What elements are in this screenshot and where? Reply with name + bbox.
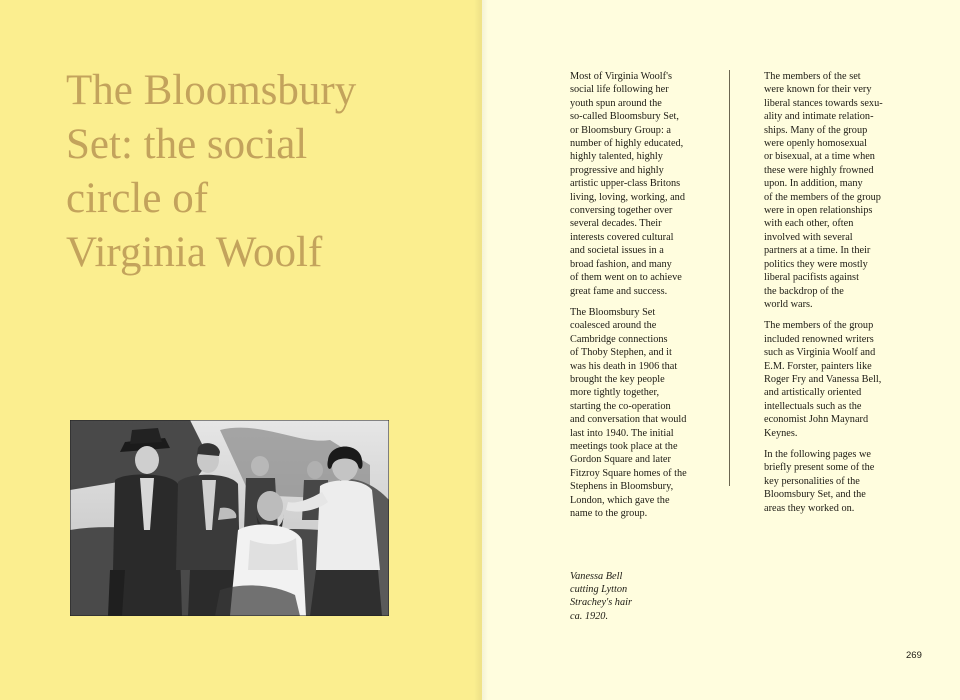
page-number: 269: [906, 650, 922, 661]
caption-line: Vanessa Bell: [570, 571, 623, 582]
paragraph: [764, 448, 924, 515]
paragraph: [764, 319, 924, 440]
text-line: progressive and highly: [570, 164, 664, 176]
paragraph: [764, 70, 924, 311]
text-line: Keynes.: [764, 427, 798, 439]
text-line: were openly homosexual: [764, 138, 867, 150]
text-line: brought the key people: [570, 373, 665, 385]
book-gutter: [474, 0, 488, 700]
text-line: of Thoby Stephen, and it: [570, 347, 672, 359]
body-column-1: [570, 70, 730, 528]
caption-line: ca. 1920.: [570, 610, 609, 622]
caption-line: cutting Lytton: [570, 584, 628, 596]
paragraph: [570, 306, 730, 521]
text-line: with each other, often: [764, 218, 854, 230]
title-line: Virginia Woolf: [66, 229, 323, 276]
text-line: great fame and success.: [570, 285, 668, 297]
text-line: Fitzroy Square homes of the: [570, 467, 687, 479]
text-line: or bisexual, at a time when: [764, 151, 875, 163]
text-line: Most of Virginia Woolf's: [570, 71, 672, 82]
text-line: intellectuals such as the: [764, 400, 862, 412]
text-line: world wars.: [764, 298, 813, 310]
text-line: these were highly frowned: [764, 164, 874, 176]
text-line: more tightly together,: [570, 387, 660, 399]
title-line: Set: the social: [66, 121, 308, 168]
text-line: youth spun around the: [570, 97, 662, 109]
text-line: economist John Maynard: [764, 414, 869, 426]
text-line: briefly present some of the: [764, 462, 875, 474]
text-line: was his death in 1906 that: [570, 360, 678, 372]
text-line: and conversation that would: [570, 414, 687, 426]
text-line: included renowned writers: [764, 333, 874, 345]
text-line: The members of the group: [764, 320, 874, 332]
text-line: Bloomsbury Set, and the: [764, 489, 866, 501]
text-line: or Bloomsbury Group: a: [570, 124, 671, 136]
text-line: last into 1940. The initial: [570, 427, 674, 439]
text-line: and societal issues in a: [570, 245, 664, 257]
historical-photo: [70, 420, 389, 616]
text-line: involved with several: [764, 231, 853, 243]
text-line: liberal stances towards sexu-: [764, 97, 883, 109]
text-line: ality and intimate relation-: [764, 111, 874, 123]
text-line: interests covered cultural: [570, 231, 674, 243]
text-line: several decades. Their: [570, 218, 662, 230]
photo-caption: [570, 570, 690, 623]
text-line: In the following pages we: [764, 448, 871, 460]
text-line: living, loving, working, and: [570, 191, 685, 203]
text-line: partners at a time. In their: [764, 245, 871, 257]
body-column-2: [764, 70, 924, 523]
caption-line: Strachey's hair: [570, 597, 632, 609]
text-line: number of highly educated,: [570, 138, 684, 150]
text-line: key personalities of the: [764, 475, 860, 487]
text-line: upon. In addition, many: [764, 178, 863, 190]
text-line: politics they were mostly: [764, 258, 868, 270]
text-line: social life following her: [570, 84, 669, 96]
text-line: ships. Many of the group: [764, 124, 868, 136]
text-line: Roger Fry and Vanessa Bell,: [764, 373, 882, 385]
text-line: The Bloomsbury Set: [570, 306, 656, 318]
text-line: areas they worked on.: [764, 502, 855, 514]
page-title: [66, 64, 426, 280]
text-line: and artistically oriented: [764, 387, 862, 399]
column-divider: [729, 70, 730, 486]
paragraph: [570, 70, 730, 298]
text-line: were known for their very: [764, 84, 872, 96]
text-line: liberal pacifists against: [764, 272, 859, 284]
text-line: the backdrop of the: [764, 285, 844, 297]
title-line: The Bloomsbury: [66, 67, 357, 114]
text-line: were in open relationships: [764, 205, 873, 217]
text-line: name to the group.: [570, 508, 648, 519]
text-line: Gordon Square and later: [570, 454, 671, 466]
text-line: so-called Bloomsbury Set,: [570, 111, 679, 123]
text-line: Cambridge connections: [570, 333, 668, 345]
text-line: E.M. Forster, painters like: [764, 360, 872, 372]
text-line: starting the co-operation: [570, 400, 671, 412]
text-line: Stephens in Bloomsbury,: [570, 481, 674, 493]
text-line: meetings took place at the: [570, 440, 678, 452]
title-line: circle of: [66, 175, 209, 222]
text-line: London, which gave the: [570, 494, 670, 506]
text-line: such as Virginia Woolf and: [764, 347, 876, 359]
text-line: conversing together over: [570, 205, 673, 217]
text-line: broad fashion, and many: [570, 258, 672, 270]
text-line: The members of the set: [764, 71, 861, 82]
photo-illustration: [70, 420, 389, 616]
text-line: of the members of the group: [764, 191, 881, 203]
text-line: of them went on to achieve: [570, 272, 682, 284]
text-line: highly talented, highly: [570, 151, 663, 163]
text-line: artistic upper-class Britons: [570, 178, 681, 190]
text-line: coalesced around the: [570, 320, 657, 332]
